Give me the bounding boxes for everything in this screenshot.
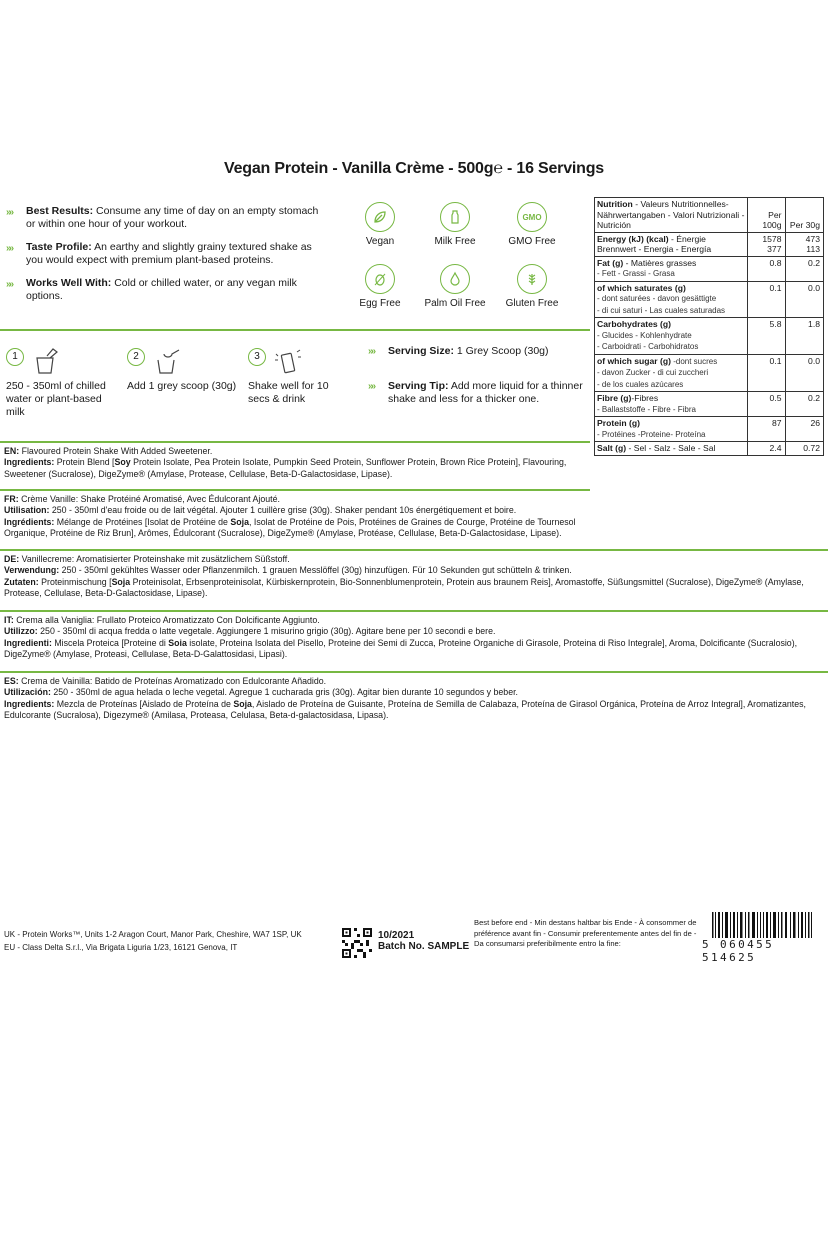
lang-it: IT: Crema alla Vaniglia: Frullato Proteico Aromatizzato Con Dolcificante Aggiunto. Utilizzo: 250 - 350ml di acqua fredda o latte vegetale. Aggiungere 1 misurino grigio (30g). Agitare bene per 10 secondi e bere. Ingredienti: Miscela Proteica [Proteine di Soia isolate, Proteina Isolata del Pisello, Proteine dei Semi di Zucca, Proteine Organiche di Girasole, Proteina di Riso Integrale], Aroma, Dolcificante (Sucralosio), DigeZyme® (Amylase, Proteasi, Cellulase, Beta-D-Galattosidasi, Lipasi).: [4, 615, 798, 660]
section-divider: [0, 441, 590, 443]
serving-size: »» Serving Size: 1 Grey Scoop (30g): [368, 345, 549, 357]
egg-icon: [365, 264, 395, 294]
batch-info: [378, 930, 469, 952]
badge-vegan: Vegan: [340, 202, 420, 247]
row-fat: Fat (g) - Matières grasses - Fett - Grassi - Grasa 0.8 0.2: [595, 256, 823, 281]
section-divider: [0, 549, 828, 551]
glass-pour-icon: [33, 348, 59, 374]
row-salt: Salt (g) - Sel - Salz - Sale - Sal 2.4 0.72: [595, 442, 823, 455]
best-before-text: Best before end - Min destans haltbar bis Ende - À consommer de préférence avant fin - Consumir preferentemente antes del fin de - Da consumarsi preferibilmente entro la fine:: [474, 918, 697, 948]
badge-gluten-free: Gluten Free: [492, 264, 572, 309]
badge-milk-free: Milk Free: [415, 202, 495, 247]
double-chevron-icon: »»: [6, 207, 12, 218]
step-2: 2 Add 1 grey scoop (30g): [127, 348, 237, 393]
lang-fr: FR: Crème Vanille: Shake Protéiné Aromatisé, Avec Édulcorant Ajouté. Utilisation: 250 - 350ml d'eau froide ou de lait végétal. Ajouter 1 cuillère grise (30g). Shaker pendant 10s énergétiquement et boire. Ingrédients: Mélange de Protéines [Isolat de Protéine de Soja, Isolat de Protéine de Pois, Protéines de Graines de Courge, Protéine de Tournesol Organique, Protéine de Riz Brun], Arômes, Édulcorant (Sucralose), DigeZyme® (Amylase, Protéase, Cellulase, Beta-D-Galactosidase, Lipase).: [4, 494, 576, 539]
manufacturer-address: [4, 928, 334, 954]
drop-icon: [440, 264, 470, 294]
address-eu: EU - Class Delta S.r.l., Via Brigata Liguria 1/23, 16121 Genova, IT: [4, 943, 238, 952]
badge-gmo-free: GMO GMO Free: [492, 202, 572, 247]
shaker-icon: [275, 348, 301, 374]
benefit-bullets: [6, 205, 326, 313]
estimated-mark: ℮: [493, 160, 503, 177]
col-per-30g: Per 30g: [785, 198, 823, 232]
double-chevron-icon: »»: [368, 381, 374, 392]
wheat-icon: [517, 264, 547, 294]
double-chevron-icon: »»: [6, 243, 12, 254]
row-energy: Energy (kJ) (kcal) - Énergie Brennwert - Energia - Energía 1578 377 473 113: [595, 232, 823, 256]
gmo-icon: GMO: [517, 202, 547, 232]
section-divider: [0, 610, 828, 612]
scoop-icon: [154, 348, 180, 374]
double-chevron-icon: »»: [6, 279, 12, 290]
double-chevron-icon: »»: [368, 346, 374, 357]
address-uk: UK - Protein Works™, Units 1-2 Aragon Court, Manor Park, Cheshire, WA7 1SP, UK: [4, 930, 302, 939]
bullet-works-well-with: »» Works Well With: Cold or chilled water, or any vegan milk options.: [6, 277, 297, 302]
lang-de: DE: Vanillecreme: Aromatisierter Proteinshake mit zusätzlichem Süßstoff. Verwendung: 250 - 350ml gekühltes Wasser oder Pflanzenmilch. 1 grauen Messlöffel (30g) hinzufügen. Für 10 Sekunden gut schütteln & trinken. Zutaten: Proteinmischung [Soja Proteinisolat, Erbsenproteinisolat, Kürbiskernprotein, Bio-Sonnenblumenprotein, Protein aus braunem Reis], Aromastoffe, Süßungsmittel (Sucralose), DigeZyme® (Amylase, Protease, Cellulase, Beta-D-Galactosidase, Lipase).: [4, 554, 804, 599]
page-title: [0, 160, 828, 178]
row-fibre: Fibre (g)-Fibres - Ballaststoffe - Fibre - Fibra 0.5 0.2: [595, 392, 823, 417]
step-3: 3 Shake well for 10 secs & drink: [248, 348, 348, 406]
qr-code: [342, 928, 372, 958]
section-divider: [0, 329, 590, 331]
step-1: 1 250 - 350ml of chilled water or plant-based milk: [6, 348, 116, 419]
row-sugar: of which sugar (g) -dont sucres - davon Zucker - di cui zuccheri - de los cuales azúcares 0.1 0.0: [595, 354, 823, 392]
nutrition-table: Nutrition - Valeurs Nutritionnelles- Nährwertangaben - Valori Nutrizionali - Nutrición Per 100g Per 30g Energy (kJ) (kcal) - Énergie Brennwert - Energia - Energía 1578 377 473 113 Fat (g) - Matières grasses - Fett - Grassi - Grasa 0.8 0.2 of which saturates (g) - dont saturées - davon gesättigte - di cui saturi - Las cuales saturadas 0.1 0.0 Carbohydrates (g) - Glucides - Kohlenhydrate - Carboidrati - Carbohidratos 5.8 1.8 of which sugar (g) -dont sucres - davon Zucker - di cui zuccheri - de los cuales azúcares 0.1 0.0 Fibre (g)-Fibres - Ballaststoffe - Fibre - Fibra 0.5 0.2 Protein (g) - Protéines -Proteine- Proteína 87 26 Salt (g) - Sel - Salz - Sale - Sal 2.4 0.72: [594, 197, 824, 456]
serving-tip: »» Serving Tip: Add more liquid for a thinner shake and less for a thicker one.: [368, 380, 583, 405]
lang-es: ES: Crema de Vainilla: Batido de Proteínas Aromatizado con Edulcorante Añadido. Utilización: 250 - 350ml de agua helada o leche vegetal. Agregue 1 cucharada gris (30g). Agitar bien durante 10 segundos y beber. Ingredients: Mezcla de Proteínas [Aislado de Proteína de Soja, Aislado de Proteína de Guisante, Proteína de Semilla de Calabaza, Proteína de Girasol Orgánica, Proteína de Arroz Integral], Aromatizantes, Edulcorante (Sucralosa), Digezyme® (Amilasa, Proteasa, Celulasa, Beta-d-galactosidasa, Lipasa).: [4, 676, 806, 721]
col-per-100g: Per 100g: [747, 198, 785, 232]
badge-egg-free: Egg Free: [340, 264, 420, 309]
row-saturates: of which saturates (g) - dont saturées - davon gesättigte - di cui saturi - Las cuales saturadas 0.1 0.0: [595, 281, 823, 318]
title-tail: - 16 Servings: [502, 160, 604, 177]
lang-en: EN: Flavoured Protein Shake With Added Sweetener. Ingredients: Protein Blend [Soy Protein Isolate, Pea Protein Isolate, Pumpkin Seed Protein, Sunflower Protein, Brown Rice Protein], Flavouring, Sweetener (Sucralose), DigeZyme® (Amylase, Protease, Cellulase, Beta-D-Galactosidase, Lipase).: [4, 446, 567, 479]
section-divider: [0, 489, 590, 491]
serving-info: [368, 345, 588, 428]
row-protein: Protein (g) - Protéines -Proteine- Proteína 87 26: [595, 417, 823, 442]
bullet-taste-profile: »» Taste Profile: An earthy and slightly grainy textured shake as you would expect with premium plant-based proteins.: [6, 241, 312, 266]
batch-date: 10/2021: [378, 930, 415, 941]
badge-palm-oil-free: Palm Oil Free: [415, 264, 495, 309]
bullet-best-results: »» Best Results: Consume any time of day on an empty stomach or within one hour of your workout.: [6, 205, 319, 230]
step-number: 1: [6, 348, 24, 366]
step-number: 2: [127, 348, 145, 366]
section-divider: [0, 671, 828, 673]
row-carbohydrates: Carbohydrates (g) - Glucides - Kohlenhydrate - Carboidrati - Carbohidratos 5.8 1.8: [595, 318, 823, 355]
nutrition-header: - Valeurs Nutritionnelles- Nährwertangaben - Valori Nutrizionali - Nutrición: [597, 199, 745, 230]
step-number: 3: [248, 348, 266, 366]
batch-number: Batch No. SAMPLE: [378, 941, 470, 952]
barcode-number: 5 060455 514625: [702, 938, 826, 964]
title-main: Vegan Protein - Vanilla Crème - 500g: [223, 160, 494, 177]
milk-bottle-icon: [440, 202, 470, 232]
leaf-icon: [365, 202, 395, 232]
